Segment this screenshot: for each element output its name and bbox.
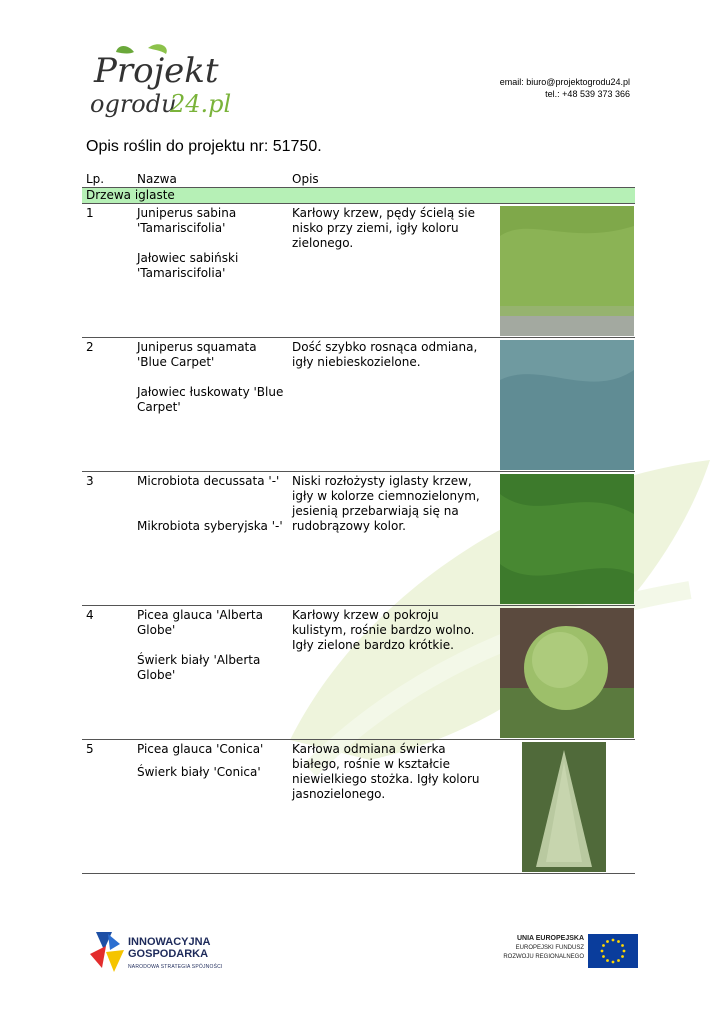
company-logo (88, 42, 238, 122)
name-latin: Juniperus squamata 'Blue Carpet' (137, 340, 257, 369)
plant-table (82, 172, 635, 874)
row-lp: 4 (86, 608, 94, 622)
ig-subtitle: NARODOWA STRATEGIA SPÓJNOŚCI (128, 964, 223, 970)
innowacyjna-gospodarka-logo (90, 928, 250, 976)
plant-photo (522, 742, 606, 872)
ig-title1: INNOWACYJNA (128, 936, 211, 948)
eu-star (612, 939, 615, 942)
table-row (82, 606, 635, 740)
logo-line2: ogrodu (90, 90, 177, 118)
name-latin: Picea glauca 'Conica' (137, 742, 264, 756)
row-name (137, 204, 285, 281)
row-desc: Karłowy krzew, pędy ścielą sie nisko przy ziemi, igły koloru zielonego. (292, 206, 476, 250)
row-lp: 2 (86, 340, 94, 354)
name-polish: Świerk biały 'Conica' (137, 765, 261, 779)
eu-star (601, 950, 604, 953)
name-polish: Mikrobiota syberyjska '-' (137, 519, 283, 533)
contact-email: email: biuro@projektogrodu24.pl (499, 77, 630, 87)
row-lp: 3 (86, 474, 94, 488)
plant-photo (500, 206, 634, 336)
eu-star (621, 944, 624, 947)
name-polish: Jałowiec sabiński 'Tamariscifolia' (137, 251, 239, 280)
eu-star (606, 940, 609, 943)
row-desc: Karłowy krzew o pokroju kulistym, rośnie bardzo wolno. Igły zielone bardzo krótkie. (292, 608, 475, 652)
plant-photo (500, 340, 634, 470)
row-lp: 5 (86, 742, 94, 756)
plant-photo (500, 608, 634, 738)
table-row (82, 472, 635, 606)
row-lp: 1 (86, 206, 94, 220)
row-name (137, 606, 285, 683)
section-row: Drzewa iglaste (82, 188, 635, 204)
header-lp: Lp. (86, 172, 105, 186)
ig-title2: GOSPODARKA (128, 948, 209, 960)
eu-star (602, 955, 605, 958)
eu-logo (496, 932, 638, 972)
header-desc: Opis (292, 172, 319, 186)
name-polish: Świerk biały 'Alberta Globe' (137, 653, 261, 682)
row-name (137, 740, 285, 780)
eu-star (617, 959, 620, 962)
row-desc: Niski rozłożysty iglasty krzew, igły w kolorze ciemnozielonym, jesienią przebarwiają się na rudobrązowy kolor. (292, 474, 480, 533)
eu-line1: UNIA EUROPEJSKA (516, 935, 584, 942)
row-name (137, 472, 285, 534)
page-title: Opis roślin do projektu nr: 51750. (86, 138, 322, 155)
row-desc: Karłowa odmiana świerka białego, rośnie w kształcie niewielkiego stożka. Igły koloru jasnozielonego. (292, 742, 480, 801)
eu-star (612, 961, 615, 964)
eu-star (606, 959, 609, 962)
name-polish: Jałowiec łuskowaty 'Blue Carpet' (137, 385, 284, 414)
plant-photo (500, 474, 634, 604)
header-name: Nazwa (137, 172, 177, 186)
eu-flag-icon (588, 934, 638, 968)
eu-star (623, 950, 626, 953)
eu-star (602, 944, 605, 947)
table-row (82, 204, 635, 338)
eu-line3: ROZWOJU REGIONALNEGO (503, 954, 584, 960)
row-name (137, 338, 285, 415)
name-latin: Juniperus sabina 'Tamariscifolia' (137, 206, 237, 235)
table-row (82, 740, 635, 874)
table-header (82, 172, 635, 188)
logo-line3: 24.pl (170, 90, 232, 118)
eu-star (617, 940, 620, 943)
logo-line1: Projekt (94, 51, 219, 91)
table-row (82, 338, 635, 472)
name-latin: Microbiota decussata '-' (137, 474, 280, 488)
eu-line2: EUROPEJSKI FUNDUSZ (515, 945, 584, 951)
name-latin: Picea glauca 'Alberta Globe' (137, 608, 263, 637)
row-desc: Dość szybko rosnąca odmiana, igły niebieskozielone. (292, 340, 478, 369)
contact-phone: tel.: +48 539 373 366 (545, 89, 630, 99)
eu-star (621, 955, 624, 958)
contact-info (500, 76, 630, 100)
